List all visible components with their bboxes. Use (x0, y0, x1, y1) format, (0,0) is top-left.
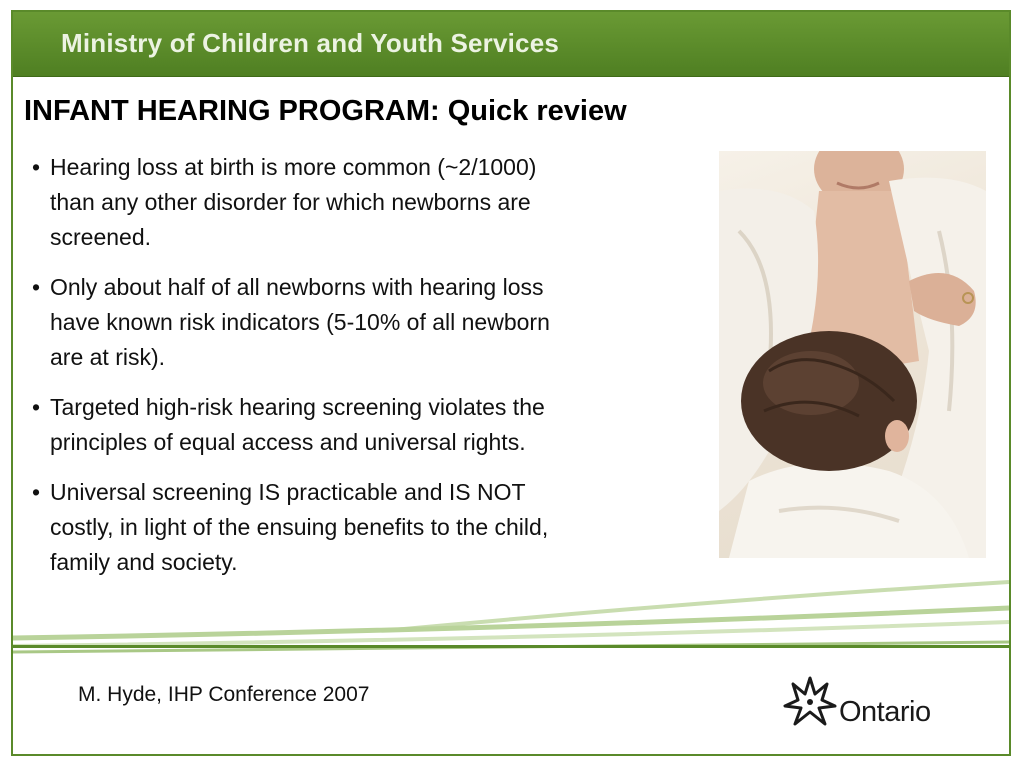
bullet-item (32, 390, 692, 460)
footer-divider (13, 645, 1009, 648)
bullet-line: Universal screening IS practicable and IS NOT (50, 479, 526, 505)
mother-infant-photo (719, 151, 986, 558)
bullet-line: Targeted high-risk hearing screening violates the (50, 394, 545, 420)
slide-title: INFANT HEARING PROGRAM: Quick review (24, 95, 627, 127)
ontario-wordmark: Ontario (839, 696, 931, 728)
bullet-item (32, 270, 692, 375)
bullet-line: Only about half of all newborns with hearing loss (50, 274, 544, 300)
bullet-list (32, 150, 692, 595)
photo-illustration (719, 151, 986, 558)
trillium-icon (783, 672, 837, 732)
bullet-marker: • (32, 394, 41, 420)
bullet-line: screened. (50, 224, 152, 250)
bullet-line: Hearing loss at birth is more common (~2/1000) (50, 154, 537, 180)
bullet-marker: • (32, 154, 41, 180)
bullet-line: family and society. (50, 549, 238, 575)
footer-citation: M. Hyde, IHP Conference 2007 (78, 683, 370, 706)
ministry-header (13, 12, 1009, 77)
bullet-line: have known risk indicators (5-10% of all newborn (50, 309, 550, 335)
bullet-line: principles of equal access and universal rights. (50, 429, 526, 455)
bullet-marker: • (32, 274, 41, 300)
bullet-line: costly, in light of the ensuing benefits to the child, (50, 514, 549, 540)
bullet-line: than any other disorder for which newborns are (50, 189, 531, 215)
ontario-logo (783, 672, 963, 736)
bullet-line: are at risk). (50, 344, 166, 370)
bullet-marker: • (32, 479, 41, 505)
ministry-title: Ministry of Children and Youth Services (61, 28, 560, 58)
bullet-item (32, 150, 692, 255)
